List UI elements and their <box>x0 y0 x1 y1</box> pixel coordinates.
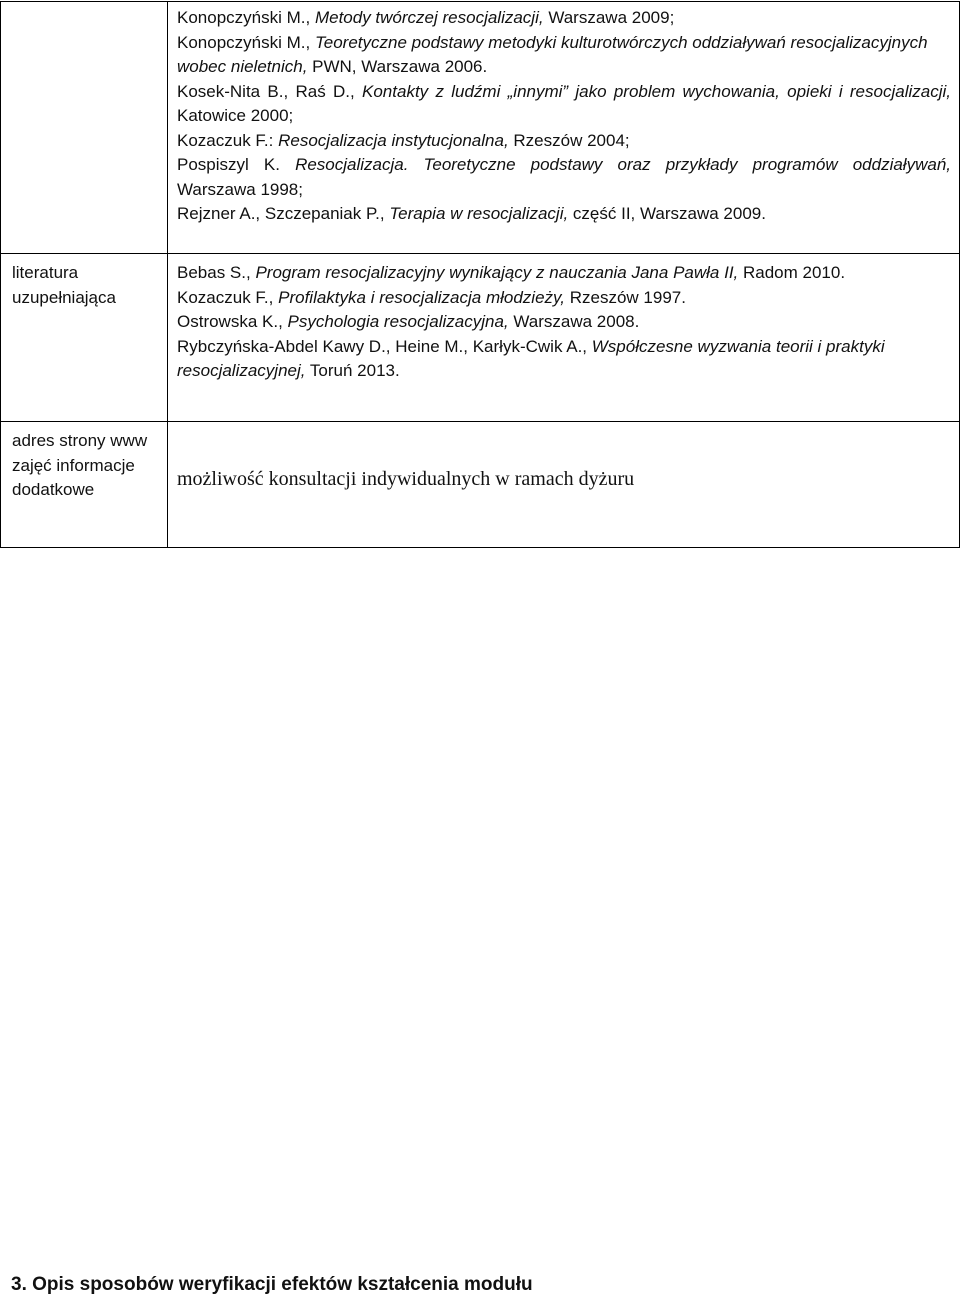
reference-item: Kosek-Nita B., Raś D., Kontakty z ludźmi „innymi” jako problem wychowania, opieki i resocjalizacji, Katowice 2000; <box>177 81 951 125</box>
literature-supplementary-row <box>1 254 960 422</box>
empty-label-cell <box>1 2 168 254</box>
literature-basic-row <box>1 2 960 254</box>
reference-item: Konopczyński M., Metody twórczej resocjalizacji, Warszawa 2009; <box>177 8 675 27</box>
literature-supplementary-label-cell <box>1 254 168 422</box>
additional-info-row <box>1 422 960 548</box>
additional-info-value: możliwość konsultacji indywidualnych w ramach dyżuru <box>177 468 635 490</box>
reference-item: Bebas S., Program resocjalizacyjny wynikający z nauczania Jana Pawła II, Radom 2010. <box>177 263 846 282</box>
reference-item: Pospiszyl K. Resocjalizacja. Teoretyczne podstawy oraz przykłady programów oddziaływań, Warszawa 1998; <box>177 155 951 199</box>
section-heading: 3. Opis sposobów weryfikacji efektów kształcenia modułu <box>11 1274 533 1295</box>
reference-item: Kozaczuk F.: Resocjalizacja instytucjonalna, Rzeszów 2004; <box>177 130 630 150</box>
literature-basic-cell <box>168 2 960 254</box>
literature-supplementary-label: literatura uzupełniająca <box>12 263 116 307</box>
reference-item: Rejzner A., Szczepaniak P., Terapia w resocjalizacji, część II, Warszawa 2009. <box>177 204 766 223</box>
additional-info-label-cell <box>1 422 168 548</box>
additional-info-cell <box>168 422 960 548</box>
reference-item: Rybczyńska-Abdel Kawy D., Heine M., Karłyk-Cwik A., Współczesne wyzwania teorii i praktyki resocjalizacyjnej, Toruń 2013. <box>177 336 885 380</box>
reference-item: Kozaczuk F., Profilaktyka i resocjalizacja młodzieży, Rzeszów 1997. <box>177 287 686 307</box>
reference-item: Konopczyński M., Teoretyczne podstawy metodyki kulturotwórczych oddziaływań resocjalizacyjnych wobec nieletnich, PWN, Warszawa 2006. <box>177 32 928 76</box>
syllabus-table <box>0 1 960 548</box>
literature-supplementary-cell <box>168 254 960 422</box>
additional-info-label: adres strony www zajęć informacje dodatkowe <box>12 431 148 499</box>
reference-item: Ostrowska K., Psychologia resocjalizacyjna, Warszawa 2008. <box>177 312 640 331</box>
